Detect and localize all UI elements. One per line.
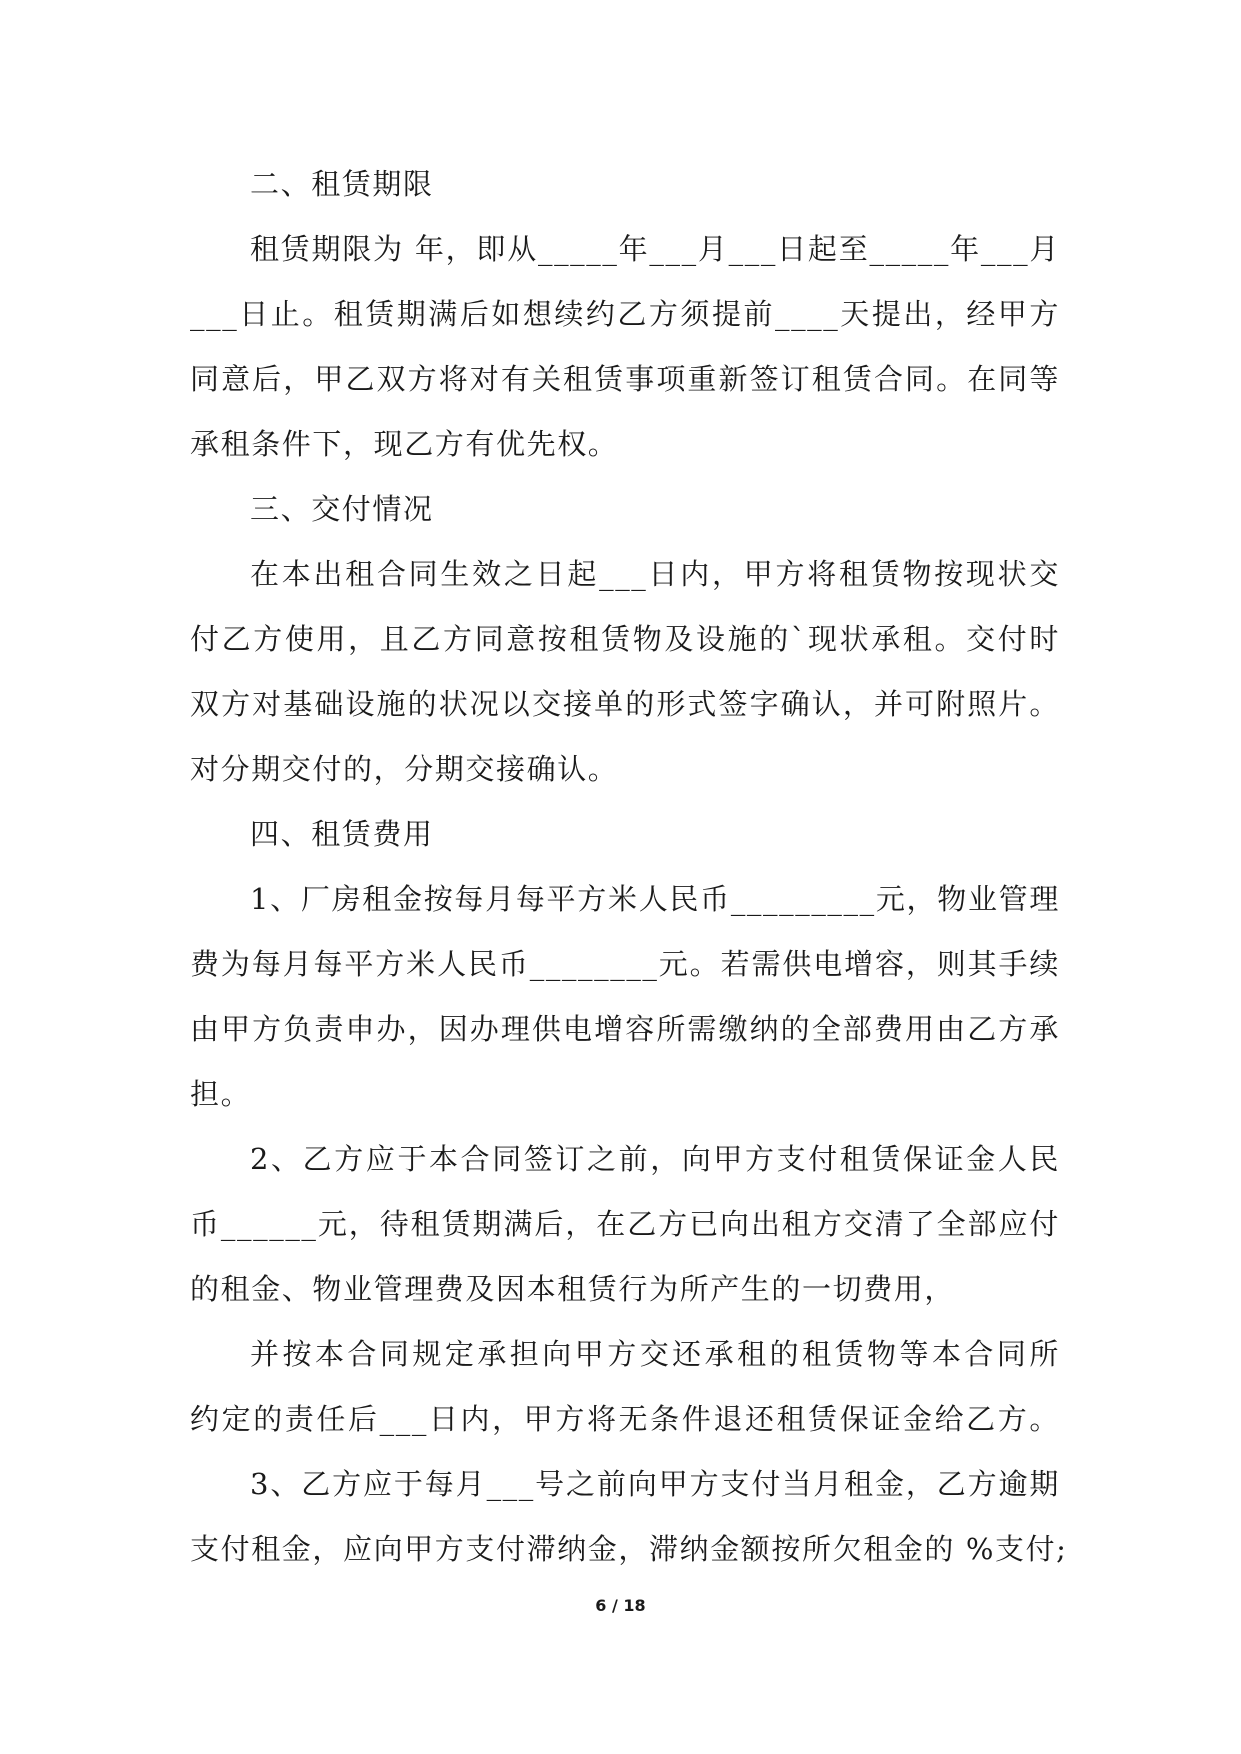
paragraph-line: 双方对基础设施的状况以交接单的形式签字确认，并可附照片。 — [190, 687, 1060, 721]
paragraph-line: 2、乙方应于本合同签订之前，向甲方支付租赁保证金人民 — [250, 1142, 1060, 1176]
paragraph-line: 付乙方使用，且乙方同意按租赁物及设施的`现状承租。交付时 — [190, 622, 1060, 656]
paragraph-line: 3、乙方应于每月___号之前向甲方支付当月租金，乙方逾期 — [250, 1467, 1060, 1501]
paragraph-line: 并按本合同规定承担向甲方交还承租的租赁物等本合同所 — [250, 1337, 1060, 1371]
paragraph-line: 担。 — [190, 1077, 252, 1111]
paragraph-line: 约定的责任后___日内，甲方将无条件退还租赁保证金给乙方。 — [190, 1402, 1060, 1436]
section-heading-lease-term: 二、租赁期限 — [250, 167, 434, 201]
paragraph-line: 的租金、物业管理费及因本租赁行为所产生的一切费用， — [190, 1272, 956, 1306]
paragraph-line: 同意后，甲乙双方将对有关租赁事项重新签订租赁合同。在同等 — [190, 362, 1060, 396]
paragraph-line: 由甲方负责申办，因办理供电增容所需缴纳的全部费用由乙方承 — [190, 1012, 1060, 1046]
paragraph-line: 在本出租合同生效之日起___日内，甲方将租赁物按现状交 — [250, 557, 1060, 591]
section-heading-lease-fees: 四、租赁费用 — [250, 817, 434, 851]
paragraph-line: 租赁期限为 年，即从_____年___月___日起至_____年___月 — [250, 232, 1060, 266]
paragraph-line: 对分期交付的，分期交接确认。 — [190, 752, 619, 786]
paragraph-line: 费为每月每平方米人民币________元。若需供电增容，则其手续 — [190, 947, 1060, 981]
document-body — [190, 152, 1068, 1582]
paragraph-line: 承租条件下，现乙方有优先权。 — [190, 427, 619, 461]
paragraph-line: ___日止。租赁期满后如想续约乙方须提前____天提出，经甲方 — [190, 297, 1060, 331]
page-number: 6 / 18 — [595, 1596, 646, 1615]
paragraph-line: 1、厂房租金按每月每平方米人民币_________元，物业管理 — [250, 882, 1060, 916]
section-heading-delivery: 三、交付情况 — [250, 492, 434, 526]
paragraph-line: 币______元，待租赁期满后，在乙方已向出租方交清了全部应付 — [190, 1207, 1060, 1241]
paragraph-line: 支付租金，应向甲方支付滞纳金，滞纳金额按所欠租金的 %支付; — [190, 1532, 1068, 1566]
